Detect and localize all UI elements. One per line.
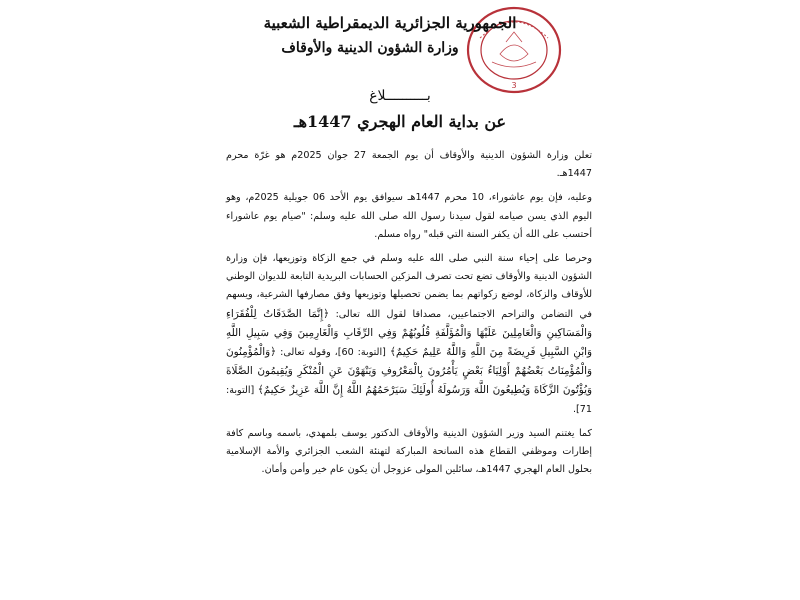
paragraph-congratulations: كما يغتنم السيد وزير الشؤون الدينية والأوقاف الدكتور يوسف بلمهدي، باسمه وباسم كافة إطارات وموظفي القطاع هذه السانحة المباركة لتهنئة الشعب الجزائري والأمة الإسلامية بحلول العام الهجري 1447هـ، سائلين المولى عزوجل أن يكون عام خير وأمن وأمان.	[226, 427, 592, 476]
quran-ref-60: [التوبة: 60]،	[334, 347, 386, 359]
zakat-text: وحرصا على إحياء سنة النبي صلى الله عليه وسلم في جمع الزكاة وتوزيعها، فإن وزارة الشؤون الدينية والأوقاف تضع تحت تصرف المزكين الحسابات البريدية التابعة للديوان الوطني للأوقاف والزكاة، لوضع زكواتهم بما يضمن تحصيلها وتوزيعها وفق مصارفها الشرعية، ويسهم في التضامن والتراحم الاجتماعيين، مصداقا لقول الله تعالى:	[226, 253, 592, 320]
stamp-number: 3	[511, 81, 517, 90]
communique-label: بــــــــــلاغ	[369, 88, 431, 104]
verse-intro: وقوله تعالى:	[280, 347, 331, 359]
quran-ref-71: [التوبة: 71].	[226, 385, 592, 415]
ministry-heading: وزارة الشؤون الدينية والأوقاف	[281, 40, 459, 56]
paragraph-announcement: تعلن وزارة الشؤون الدينية والأوقاف أن يوم الجمعة 27 جوان 2025م هو غرّة محرم 1447هـ.	[226, 150, 592, 180]
communique-body	[226, 147, 592, 485]
republic-heading: الجمهورية الجزائرية الديمقراطية الشعبية	[263, 14, 517, 32]
paragraph-ashura: وعليه، فإن يوم عاشوراء، 10 محرم 1447هـ سيوافق يوم الأحد 06 جويلية 2025م، وهو اليوم الذي يسن صيامه لقول سيدنا رسول الله صلى الله عليه وسلم: "صيام يوم عاشوراء أحتسب على الله أن يكفر السنة التي قبله" رواه مسلم.	[226, 192, 592, 240]
communique-title: عن بداية العام الهجري 1447هـ	[293, 112, 507, 131]
paragraph-zakat	[226, 250, 592, 419]
quran-verse-60: ﴿إِنَّمَا الصَّدَقَاتُ لِلْفُقَرَاءِ وَالْمَسَاكِينِ وَالْعَامِلِينَ عَلَيْهَا وَالْمُؤَلَّفَةِ قُلُوبُهُمْ وَفِي الرِّقَابِ وَالْغَارِمِينَ وَفِي سَبِيلِ اللَّهِ وَابْنِ السَّبِيلِ فَرِيضَةً مِنَ اللَّهِ وَاللَّهُ عَلِيمٌ حَكِيمٌ﴾	[226, 307, 593, 359]
quran-verse-71: ﴿وَالْمُؤْمِنُونَ وَالْمُؤْمِنَاتُ بَعْضُهُمْ أَوْلِيَاءُ بَعْضٍ يَأْمُرُونَ بِالْمَعْرُوفِ وَيَنْهَوْنَ عَنِ الْمُنْكَرِ وَيُقِيمُونَ الصَّلَاةَ وَيُؤْتُونَ الزَّكَاةَ وَيُطِيعُونَ اللَّهَ وَرَسُولَهُ أُولَئِكَ سَيَرْحَمُهُمُ اللَّهُ إِنَّ اللَّهَ عَزِيزٌ حَكِيمٌ﴾	[226, 346, 592, 397]
